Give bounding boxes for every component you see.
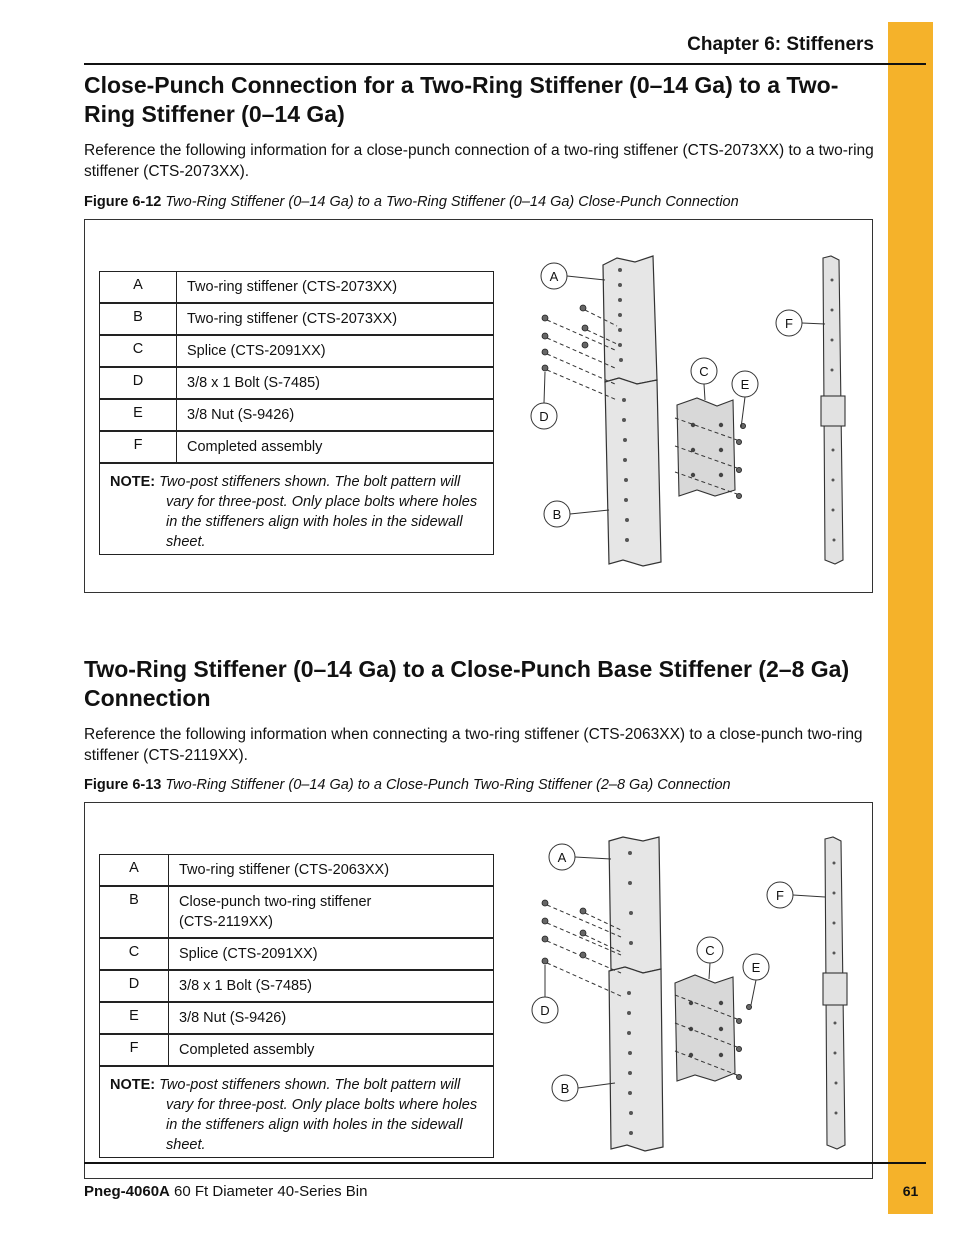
callout-e: E [740,377,750,392]
callout-a: A [549,269,559,284]
legend-note: NOTE: Two-post stiffeners shown. The bolt pattern will vary for three-post. Only place bolts where holes in the stiffeners align with holes in the sidewall sheet. [110,1077,478,1153]
doc-title: 60 Ft Diameter 40-Series Bin [174,1183,368,1200]
legend-row: E 3/8 Nut (S-9426) [100,1003,493,1035]
chapter-side-tab [888,22,933,1214]
callout-f: F [785,316,793,331]
legend-note: NOTE: Two-post stiffeners shown. The bolt pattern will vary for three-post. Only place bolts where holes in the stiffeners align with holes in the sidewall sheet. [110,474,478,550]
figure-caption-text: Two-Ring Stiffener (0–14 Ga) to a Two-Ring Stiffener (0–14 Ga) Close-Punch Connection [165,194,739,210]
footer-rule [84,1162,926,1164]
legend-row: D 3/8 x 1 Bolt (S-7485) [100,368,493,400]
legend-table [99,271,494,555]
callout-d: D [539,409,549,424]
figure-6-12-caption [84,194,874,210]
legend-row: C Splice (CTS-2091XX) [100,336,493,368]
footer-doc [84,1183,367,1200]
callout-b: B [552,507,562,522]
legend-table [99,854,494,1158]
callout-c: C [705,943,715,958]
callout-e: E [751,960,761,975]
section1-title: Close-Punch Connection for a Two-Ring Stiffener (0–14 Ga) to a Two-Ring Stiffener (0–14 Ga) [84,72,839,127]
assembly-diagram [525,250,855,570]
section2-title: Two-Ring Stiffener (0–14 Ga) to a Close-Punch Base Stiffener (2–8 Ga) Connection [84,656,850,711]
legend-row: D 3/8 x 1 Bolt (S-7485) [100,971,493,1003]
callout-d: D [540,1003,550,1018]
legend-row: C Splice (CTS-2091XX) [100,939,493,971]
figure-6-12-box [84,219,873,593]
doc-id: Pneg-4060A [84,1183,170,1200]
figure-label: Figure 6-12 [84,194,162,210]
assembly-diagram [525,833,855,1153]
page-number: 61 [902,1183,919,1199]
callout-a: A [557,850,567,865]
section2-intro: Reference the following information when connecting a two-ring stiffener (CTS-2063XX) to a close-punch two-ring stiffener (CTS-2119XX). [84,726,863,764]
figure-caption-text: Two-Ring Stiffener (0–14 Ga) to a Close-Punch Two-Ring Stiffener (2–8 Ga) Connection [165,777,731,793]
callout-b: B [560,1081,570,1096]
chapter-heading: Chapter 6: Stiffeners [687,34,874,55]
legend-row: F Completed assembly [100,432,493,464]
section1-intro: Reference the following information for a close-punch connection of a two-ring stiffener (CTS-2073XX) to a two-ring stiffener (CTS-2073XX). [84,142,874,180]
figure-6-13-caption [84,777,874,793]
legend-row: E 3/8 Nut (S-9426) [100,400,493,432]
legend-row: A Two-ring stiffener (CTS-2073XX) [100,272,493,304]
legend-row: B Two-ring stiffener (CTS-2073XX) [100,304,493,336]
legend-row: A Two-ring stiffener (CTS-2063XX) [100,855,493,887]
figure-label: Figure 6-13 [84,777,162,793]
figure-6-13-box [84,802,873,1179]
legend-row: F Completed assembly [100,1035,493,1067]
callout-f: F [776,888,784,903]
callout-c: C [699,364,709,379]
legend-row: B Close-punch two-ring stiffener (CTS-2119XX) [100,887,493,939]
header-rule [84,63,926,65]
